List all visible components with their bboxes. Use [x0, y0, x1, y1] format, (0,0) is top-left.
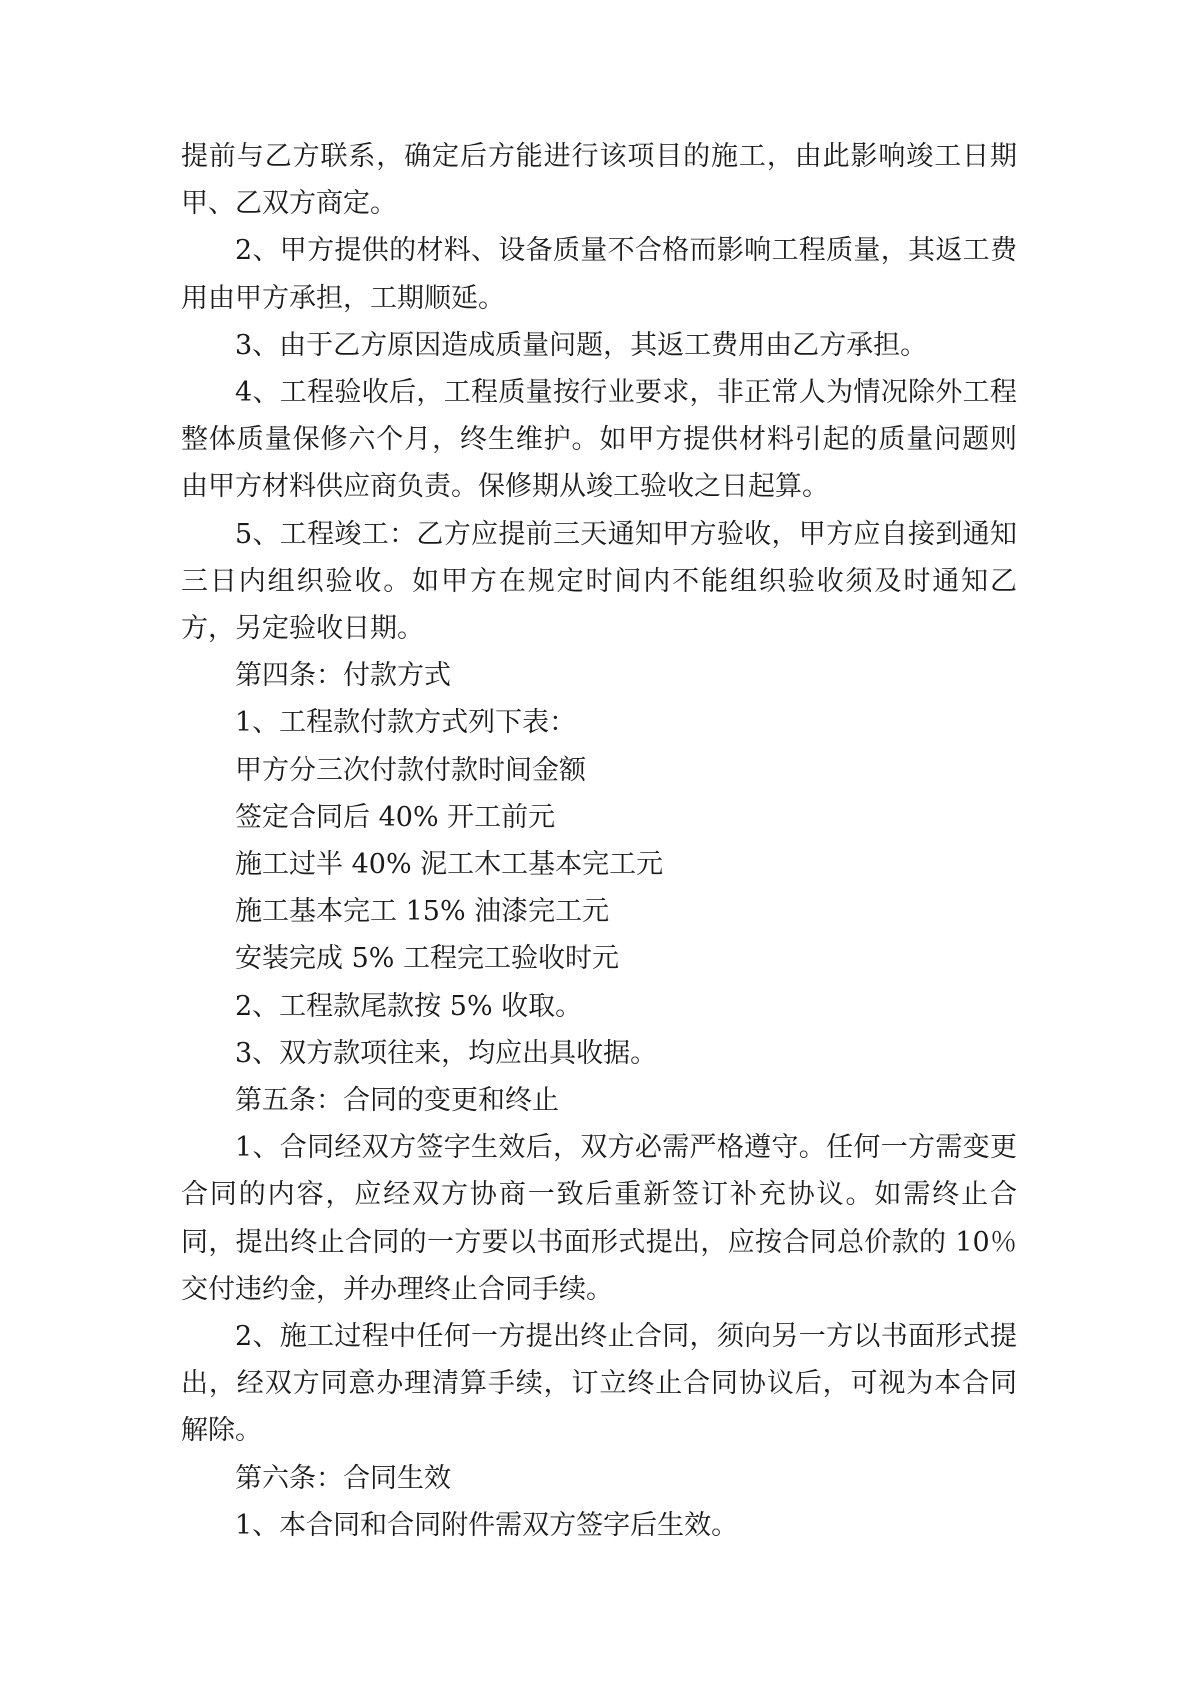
paragraph-clause-3: 3、由于乙方原因造成质量问题，其返工费用由乙方承担。	[235, 329, 928, 361]
paragraph-payment-1: 1、工程款付款方式列下表：	[235, 707, 577, 739]
paragraph-clause-4: 4、工程验收后，工程质量按行业要求，非正常人为情况除外工程整体质量保修六个月，终生维护。如甲方提供材料引起的质量问题则由甲方材料供应商负责。保修期从竣工验收之日起算。	[181, 377, 1017, 503]
paragraph-clause-2: 2、甲方提供的材料、设备质量不合格而影响工程质量，其返工费用由甲方承担，工期顺延。	[181, 235, 1017, 314]
payment-row-3: 施工基本完工 15% 油漆完工元	[235, 896, 610, 928]
paragraph-change-2: 2、施工过程中任何一方提出终止合同，须向另一方以书面形式提出，经双方同意办理清算手续，订立终止合同协议后，可视为本合同解除。	[181, 1321, 1017, 1447]
section-heading-article-4: 第四条：付款方式	[235, 660, 451, 692]
section-heading-article-5: 第五条：合同的变更和终止	[235, 1085, 559, 1117]
payment-table-header: 甲方分三次付款付款时间金额	[235, 754, 586, 786]
paragraph-effect-1: 1、本合同和合同附件需双方签字后生效。	[235, 1509, 739, 1541]
paragraph-payment-2: 2、工程款尾款按 5% 收取。	[235, 990, 583, 1022]
document-body	[181, 133, 1017, 1549]
payment-row-2: 施工过半 40% 泥工木工基本完工元	[235, 849, 664, 881]
paragraph-clause-5: 5、工程竣工：乙方应提前三天通知甲方验收，甲方应自接到通知三日内组织验收。如甲方在规定时间内不能组织验收须及时通知乙方，另定验收日期。	[181, 518, 1017, 645]
payment-row-4: 安装完成 5% 工程完工验收时元	[235, 943, 619, 975]
paragraph-change-1: 1、合同经双方签字生效后，双方必需严格遵守。任何一方需变更合同的内容，应经双方协商一致后重新签订补充协议。如需终止合同，提出终止合同的一方要以书面形式提出，应按合同总价款的 10％交付违约金，并办理终止合同手续。	[181, 1132, 1017, 1305]
section-heading-article-6: 第六条：合同生效	[235, 1462, 451, 1494]
paragraph-continuation: 提前与乙方联系，确定后方能进行该项目的施工，由此影响竣工日期甲、乙双方商定。	[181, 141, 1017, 220]
payment-row-1: 签定合同后 40% 开工前元	[235, 801, 556, 833]
paragraph-payment-3: 3、双方款项往来，均应出具收据。	[235, 1037, 658, 1069]
